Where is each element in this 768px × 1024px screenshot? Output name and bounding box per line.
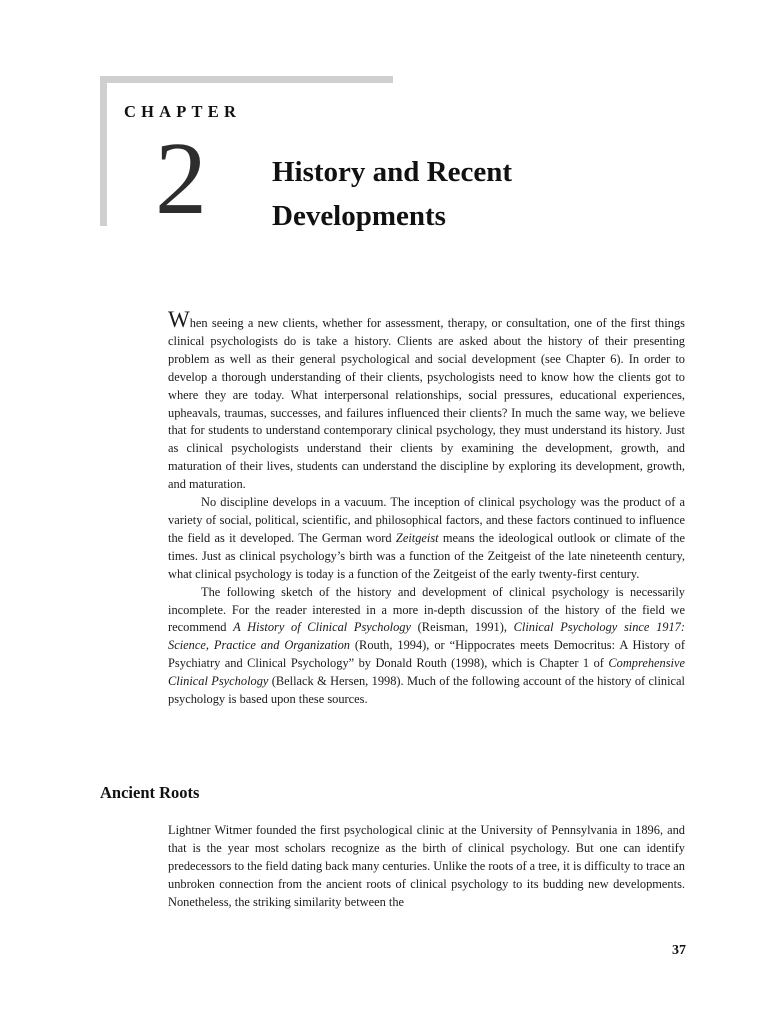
chapter-title (272, 150, 512, 238)
intro-paragraph-2-text-b: means the ideological outlook or climate of the times. Just as clinical psychology’s birth was a function of the Zeitgeist of the late nineteenth century, what clinical psychology is today is a function of the Zeitgeist of the early twenty-first century. (168, 530, 685, 581)
book-title-reisman: A History of Clinical Psychology (233, 620, 412, 635)
intro-paragraph-3-text-d: (Bellack & Hersen, 1998). Much of the following account of the history of clinical psychology is based upon these sources. (168, 674, 685, 707)
intro-paragraph-3 (168, 584, 685, 709)
intro-body (168, 307, 686, 709)
section-paragraph-1: Lightner Witmer founded the first psychological clinic at the University of Pennsylvania in 1896, and that is the year most scholars recognize as the birth of clinical psychology. But one can identify predecessors to the field dating back many centuries. Unlike the roots of a tree, it is difficulty to trace an unbroken connection from the ancient roots of clinical psychology to its budding new developments. Nonetheless, the striking similarity between the (168, 823, 685, 909)
intro-paragraph-3-text-a: The following sketch of the history and development of clinical psychology is necessarily incomplete. For the reader interested in a more in-depth discussion of the history of the field we recommend (168, 584, 685, 635)
chapter-label: CHAPTER (124, 102, 242, 121)
section-body (168, 822, 685, 912)
book-title-routh: Clinical Psychology since 1917: Science, Practice and Organization (168, 620, 686, 653)
chapter-bracket-left (100, 76, 107, 226)
intro-paragraph-2-text-a: No discipline develops in a vacuum. The inception of clinical psychology was the product of a variety of social, political, scientific, and philosophical factors, and these factors continued to influence the field as it developed. The German word (168, 495, 685, 545)
intro-paragraph-1-text: hen seeing a new clients, whether for assessment, therapy, or consultation, one of the first things clinical psychologists do is take a history. Clients are asked about the history of their presenting problem as well as their general psychological and social development (see Chapter 6). In order to develop a thorough understanding of their clients, psychologists need to know how the clients got to where they are today. What interpersonal relationships, social pressures, educational experiences, upheavals, traumas, successes, and failures influenced their clients? In much the same way, we believe that for students to understand contemporary clinical psychology, they must understand its history. Just as clinical psychologists understand their clients by examining the development, growth, and maturation of their lives, students can understand the discipline by exploring its development, growth, and maturation. (168, 316, 685, 492)
book-title-bellack-hersen: Comprehensive Clinical Psychology (168, 656, 685, 689)
zeitgeist-term: Zeitgeist (395, 530, 439, 545)
chapter-title-line-2: Developments (272, 200, 446, 232)
intro-paragraph-3-text-c: (Routh, 1994), or “Hippocrates meets Democritus: A History of Psychiatry and Clinical Psychology” by Donald Routh (1998), which is Chapter 1 of (168, 638, 685, 671)
section-heading: Ancient Roots (100, 783, 200, 802)
intro-paragraph-2 (168, 494, 685, 584)
drop-cap: W (168, 307, 190, 332)
intro-paragraph-3-text-b: (Reisman, 1991), (411, 620, 514, 635)
chapter-title-line-1: History and Recent (272, 156, 513, 188)
chapter-bracket-top (100, 76, 393, 83)
page-number: 37 (672, 943, 686, 958)
intro-paragraph-1 (168, 307, 685, 494)
chapter-number: 2 (155, 121, 207, 236)
